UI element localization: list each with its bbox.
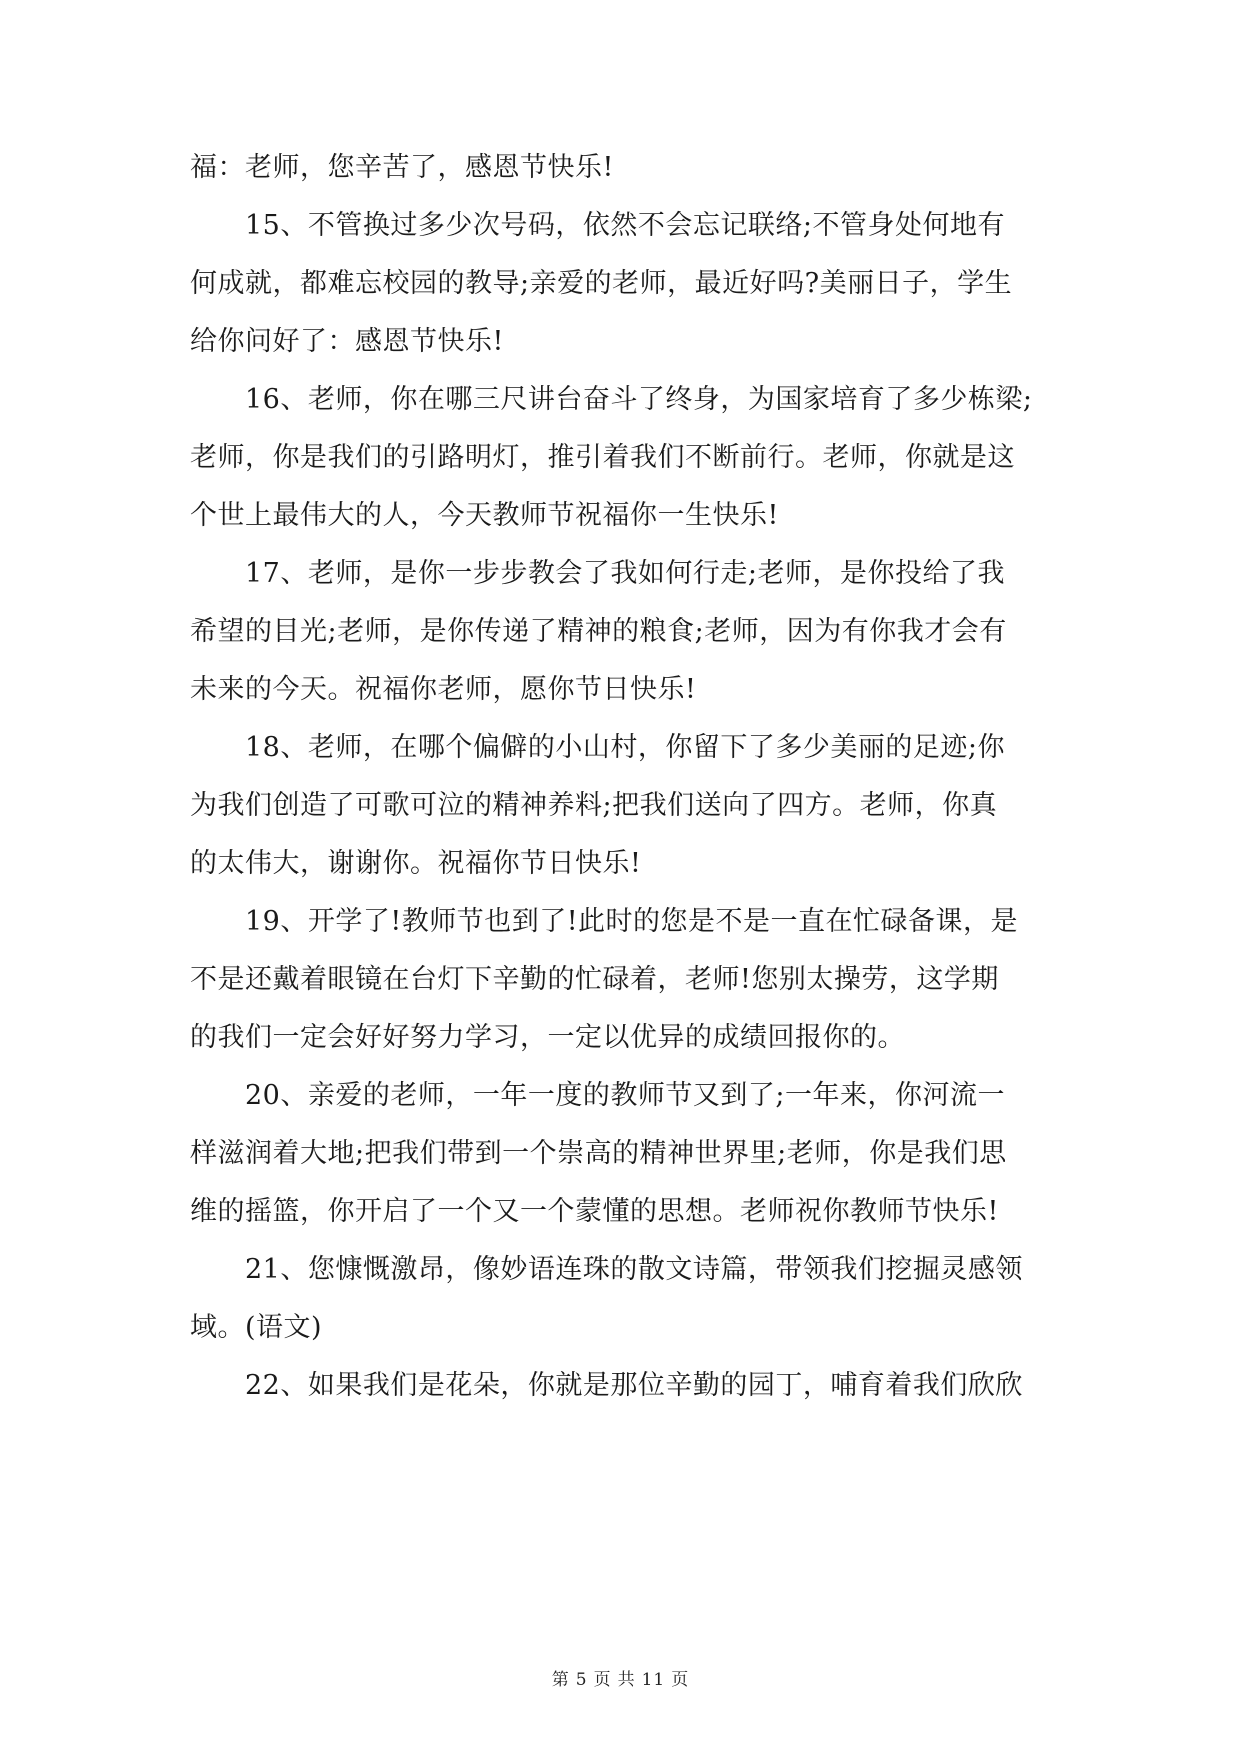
paragraph-start-line: 21、您慷慨激昂，像妙语连珠的散文诗篇，带领我们挖掘灵感领 xyxy=(245,1254,1023,1285)
text-line: 给你问好了：感恩节快乐! xyxy=(190,326,504,357)
text-line: 个世上最伟大的人，今天教师节祝福你一生快乐! xyxy=(190,500,779,531)
paragraph-start-line: 15、不管换过多少次号码，依然不会忘记联络;不管身处何地有 xyxy=(245,210,1005,241)
text-line: 的我们一定会好好努力学习，一定以优异的成绩回报你的。 xyxy=(190,1022,905,1053)
paragraph-start-line: 20、亲爱的老师，一年一度的教师节又到了;一年来，你河流一 xyxy=(245,1080,1005,1111)
text-line: 不是还戴着眼镜在台灯下辛勤的忙碌着，老师!您别太操劳，这学期 xyxy=(190,964,999,995)
footer-total-word: 共 xyxy=(617,1670,636,1690)
text-line: 为我们创造了可歌可泣的精神养料;把我们送向了四方。老师，你真 xyxy=(190,790,998,821)
paragraph-start-line: 17、老师，是你一步步教会了我如何行走;老师，是你投给了我 xyxy=(245,558,1005,589)
paragraph-start-line: 22、如果我们是花朵，你就是那位辛勤的园丁，哺育着我们欣欣 xyxy=(245,1370,1023,1401)
page-footer xyxy=(0,1668,1241,1692)
footer-prefix: 第 xyxy=(551,1670,570,1690)
text-line: 的太伟大，谢谢你。祝福你节日快乐! xyxy=(190,848,642,879)
text-line: 福：老师，您辛苦了，感恩节快乐! xyxy=(190,152,614,183)
current-page-number: 5 xyxy=(575,1670,588,1690)
paragraph-start-line: 16、老师，你在哪三尺讲台奋斗了终身，为国家培育了多少栋梁; xyxy=(245,384,1033,415)
text-line: 希望的目光;老师，是你传递了精神的粮食;老师，因为有你我才会有 xyxy=(190,616,1007,647)
text-line: 域。(语文) xyxy=(190,1312,323,1343)
text-line: 样滋润着大地;把我们带到一个崇高的精神世界里;老师，你是我们思 xyxy=(190,1138,1007,1169)
text-line: 何成就，都难忘校园的教导;亲爱的老师，最近好吗?美丽日子，学生 xyxy=(190,268,1013,299)
total-page-count: 11 xyxy=(641,1670,666,1690)
footer-page-word: 页 xyxy=(593,1670,612,1690)
text-line: 老师，你是我们的引路明灯，推引着我们不断前行。老师，你就是这 xyxy=(190,442,1015,473)
text-line: 维的摇篮，你开启了一个又一个蒙懂的思想。老师祝你教师节快乐! xyxy=(190,1196,999,1227)
text-line: 未来的今天。祝福你老师，愿你节日快乐! xyxy=(190,674,697,705)
footer-suffix: 页 xyxy=(671,1670,690,1690)
paragraph-start-line: 18、老师，在哪个偏僻的小山村，你留下了多少美丽的足迹;你 xyxy=(245,732,1005,763)
paragraph-start-line: 19、开学了!教师节也到了!此时的您是不是一直在忙碌备课，是 xyxy=(245,906,1019,937)
